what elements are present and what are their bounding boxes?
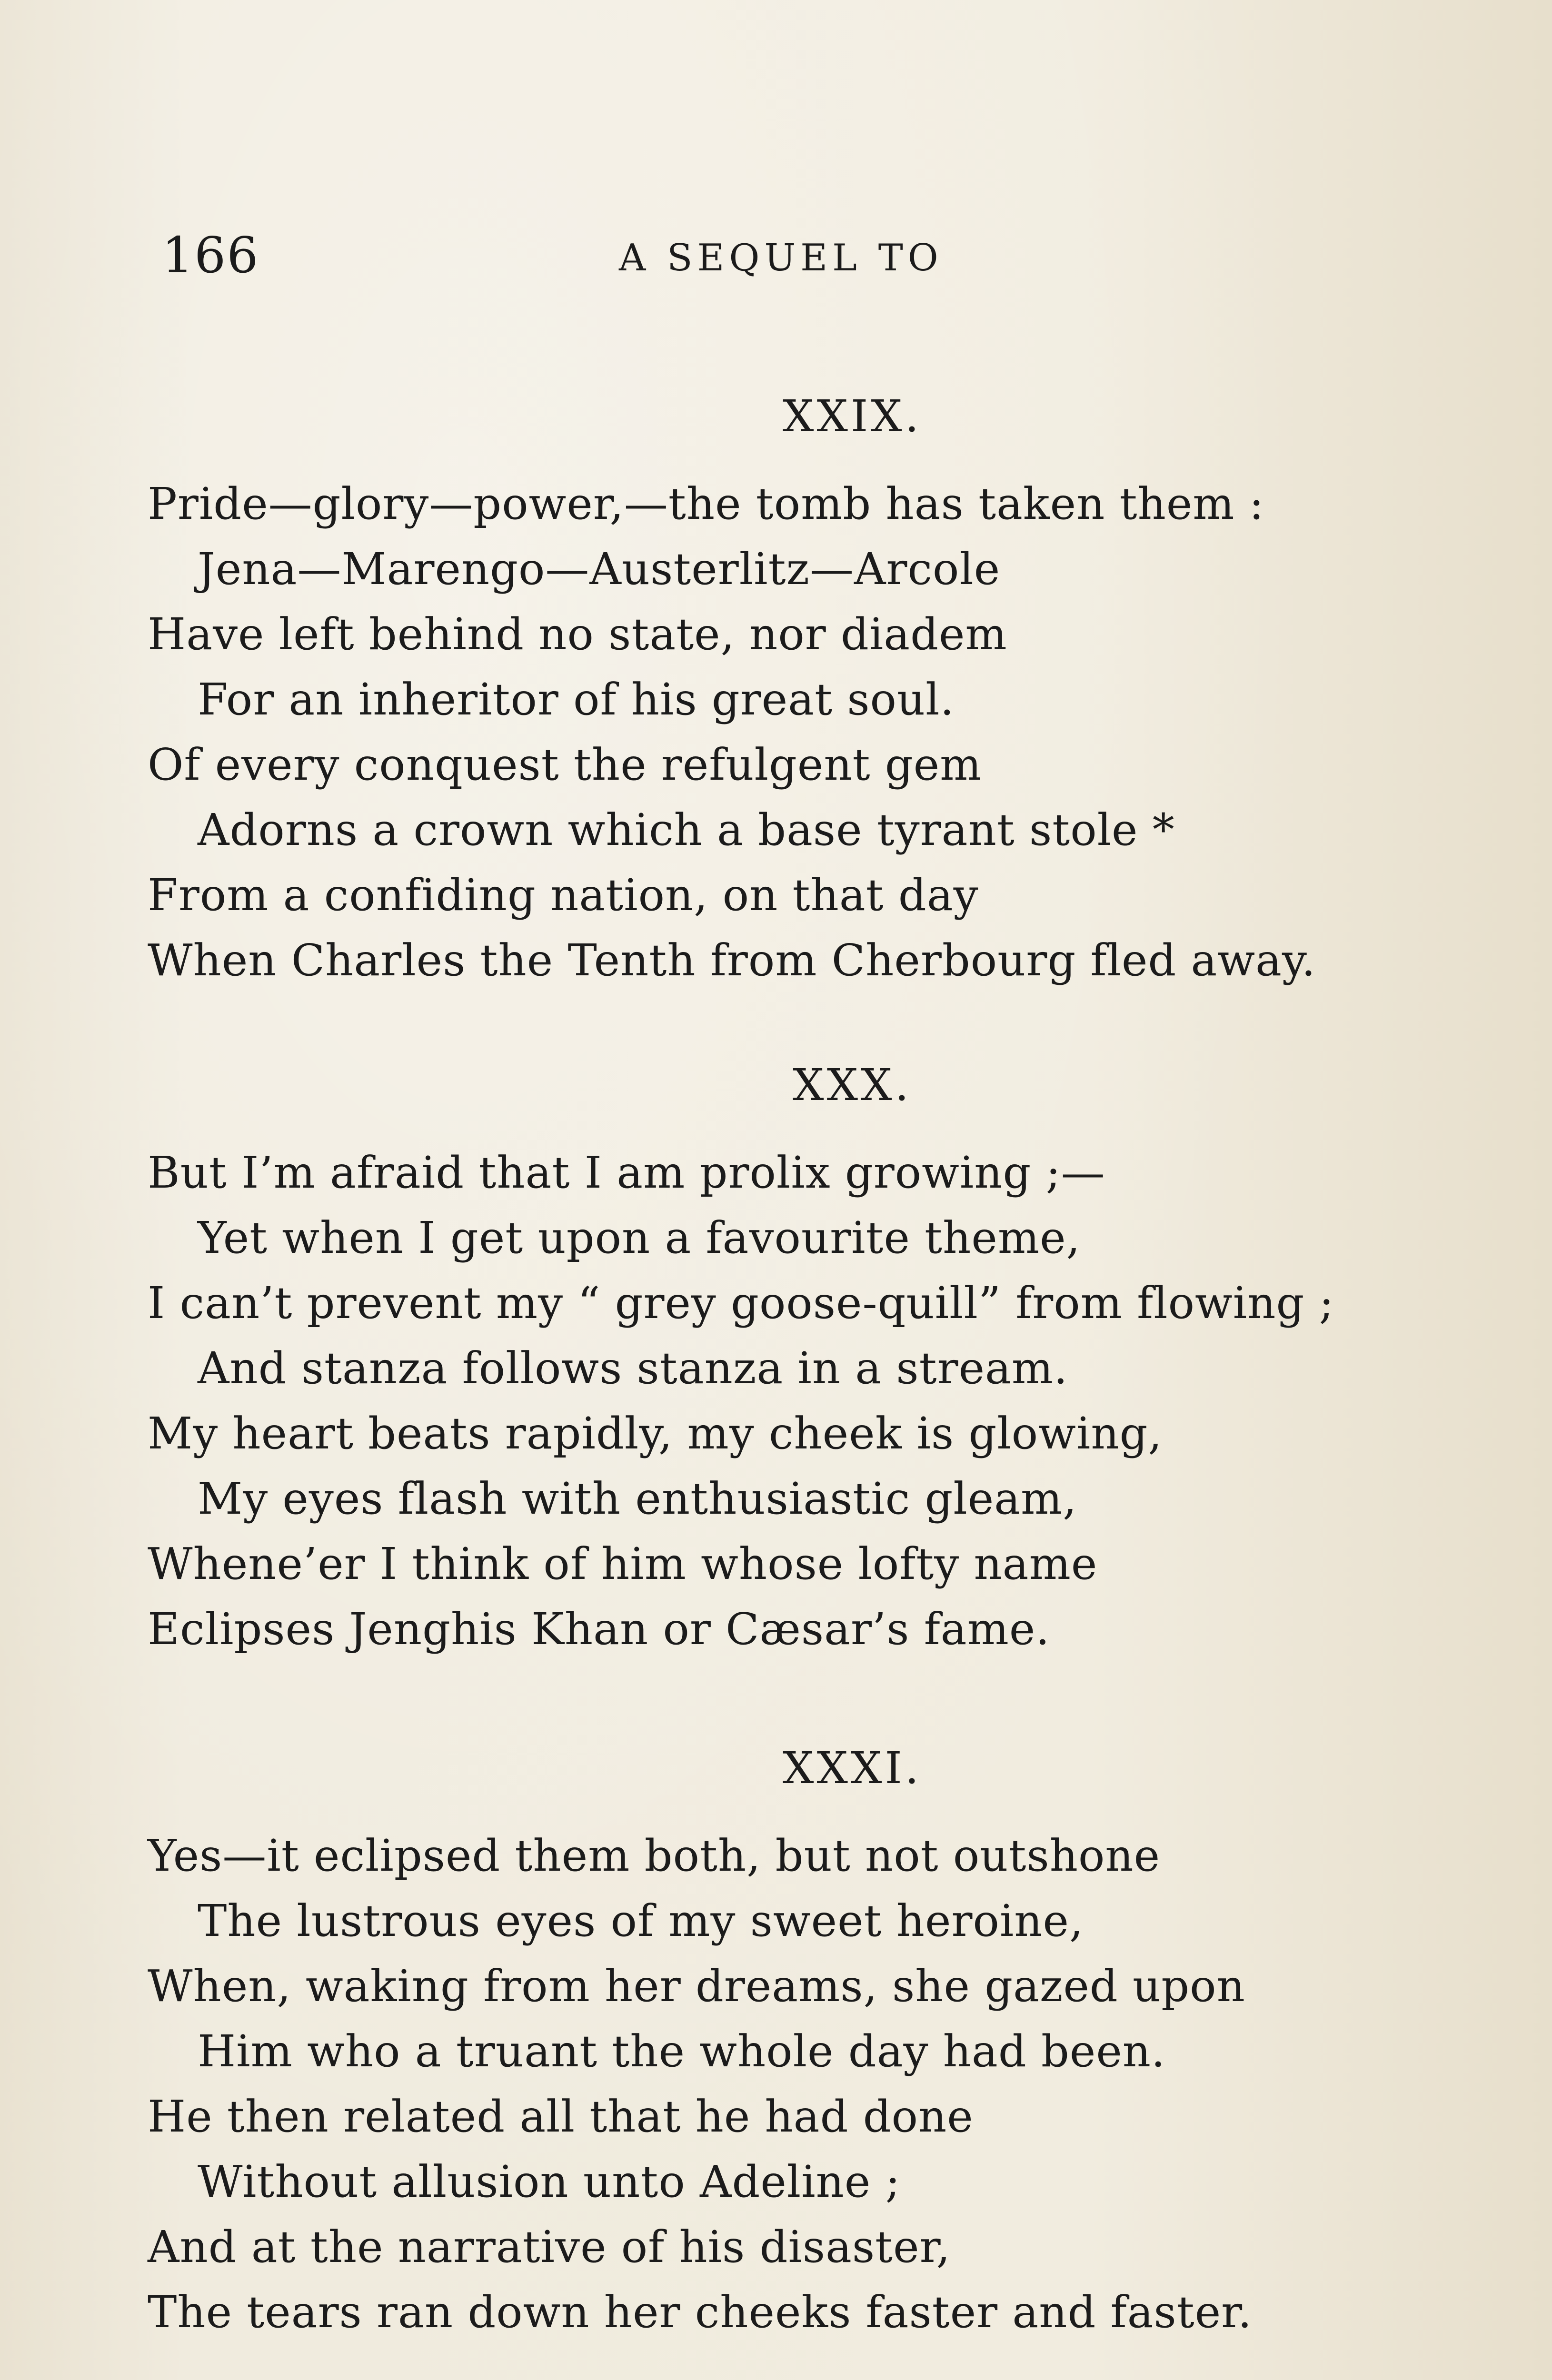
stanza-xxx: [148, 1059, 1433, 1662]
verse-line: My heart beats rapidly, my cheek is glowing,: [148, 1408, 1163, 1459]
page-header: [162, 226, 1400, 298]
page-number: 166: [162, 226, 259, 284]
running-head: A SEQUEL TO: [619, 237, 943, 279]
verse-line: For an inheritor of his great soul.: [198, 674, 955, 725]
verse-line: But I’m afraid that I am prolix growing ;—: [148, 1147, 1105, 1198]
verse-line: From a confiding nation, on that day: [148, 870, 979, 921]
verse-line: My eyes flash with enthusiastic gleam,: [198, 1473, 1077, 1524]
verse-line: When, waking from her dreams, she gazed upon: [148, 1961, 1245, 2012]
stanza-number: XXIX.: [782, 391, 922, 442]
stanza-xxxi: [148, 1742, 1433, 2345]
verse-line: Yes—it eclipsed them both, but not outshone: [148, 1830, 1161, 1881]
verse-line: When Charles the Tenth from Cherbourg fled away.: [148, 935, 1316, 986]
verse-line: The lustrous eyes of my sweet heroine,: [198, 1895, 1084, 1946]
verse-line: Him who a truant the whole day had been.: [198, 2026, 1166, 2077]
verse-line: He then related all that he had done: [148, 2091, 974, 2142]
verse-line: And stanza follows stanza in a stream.: [198, 1343, 1068, 1394]
verse-line: Adorns a crown which a base tyrant stole *: [198, 804, 1175, 855]
verse-line: Without allusion unto Adeline ;: [198, 2156, 901, 2207]
verse-line: Whene’er I think of him whose lofty name: [148, 1538, 1098, 1589]
verse-line: The tears ran down her cheeks faster and faster.: [148, 2287, 1253, 2338]
verse-line: Of every conquest the refulgent gem: [148, 739, 982, 790]
verse-line: Yet when I get upon a favourite theme,: [198, 1212, 1081, 1263]
stanza-number: XXX.: [793, 1060, 912, 1111]
stanza-xxix: [148, 390, 1433, 993]
verse-line: And at the narrative of his disaster,: [148, 2221, 951, 2272]
verse-line: Pride—glory—power,—the tomb has taken them :: [148, 478, 1264, 529]
verse-line: Jena—Marengo—Austerlitz—Arcole: [198, 544, 1001, 595]
verse-line: Have left behind no state, nor diadem: [148, 609, 1007, 660]
verse-line: Eclipses Jenghis Khan or Cæsar’s fame.: [148, 1604, 1050, 1655]
verse-line: I can’t prevent my “ grey goose-quill” from flowing ;: [148, 1278, 1334, 1329]
stanza-number: XXXI.: [782, 1743, 922, 1794]
